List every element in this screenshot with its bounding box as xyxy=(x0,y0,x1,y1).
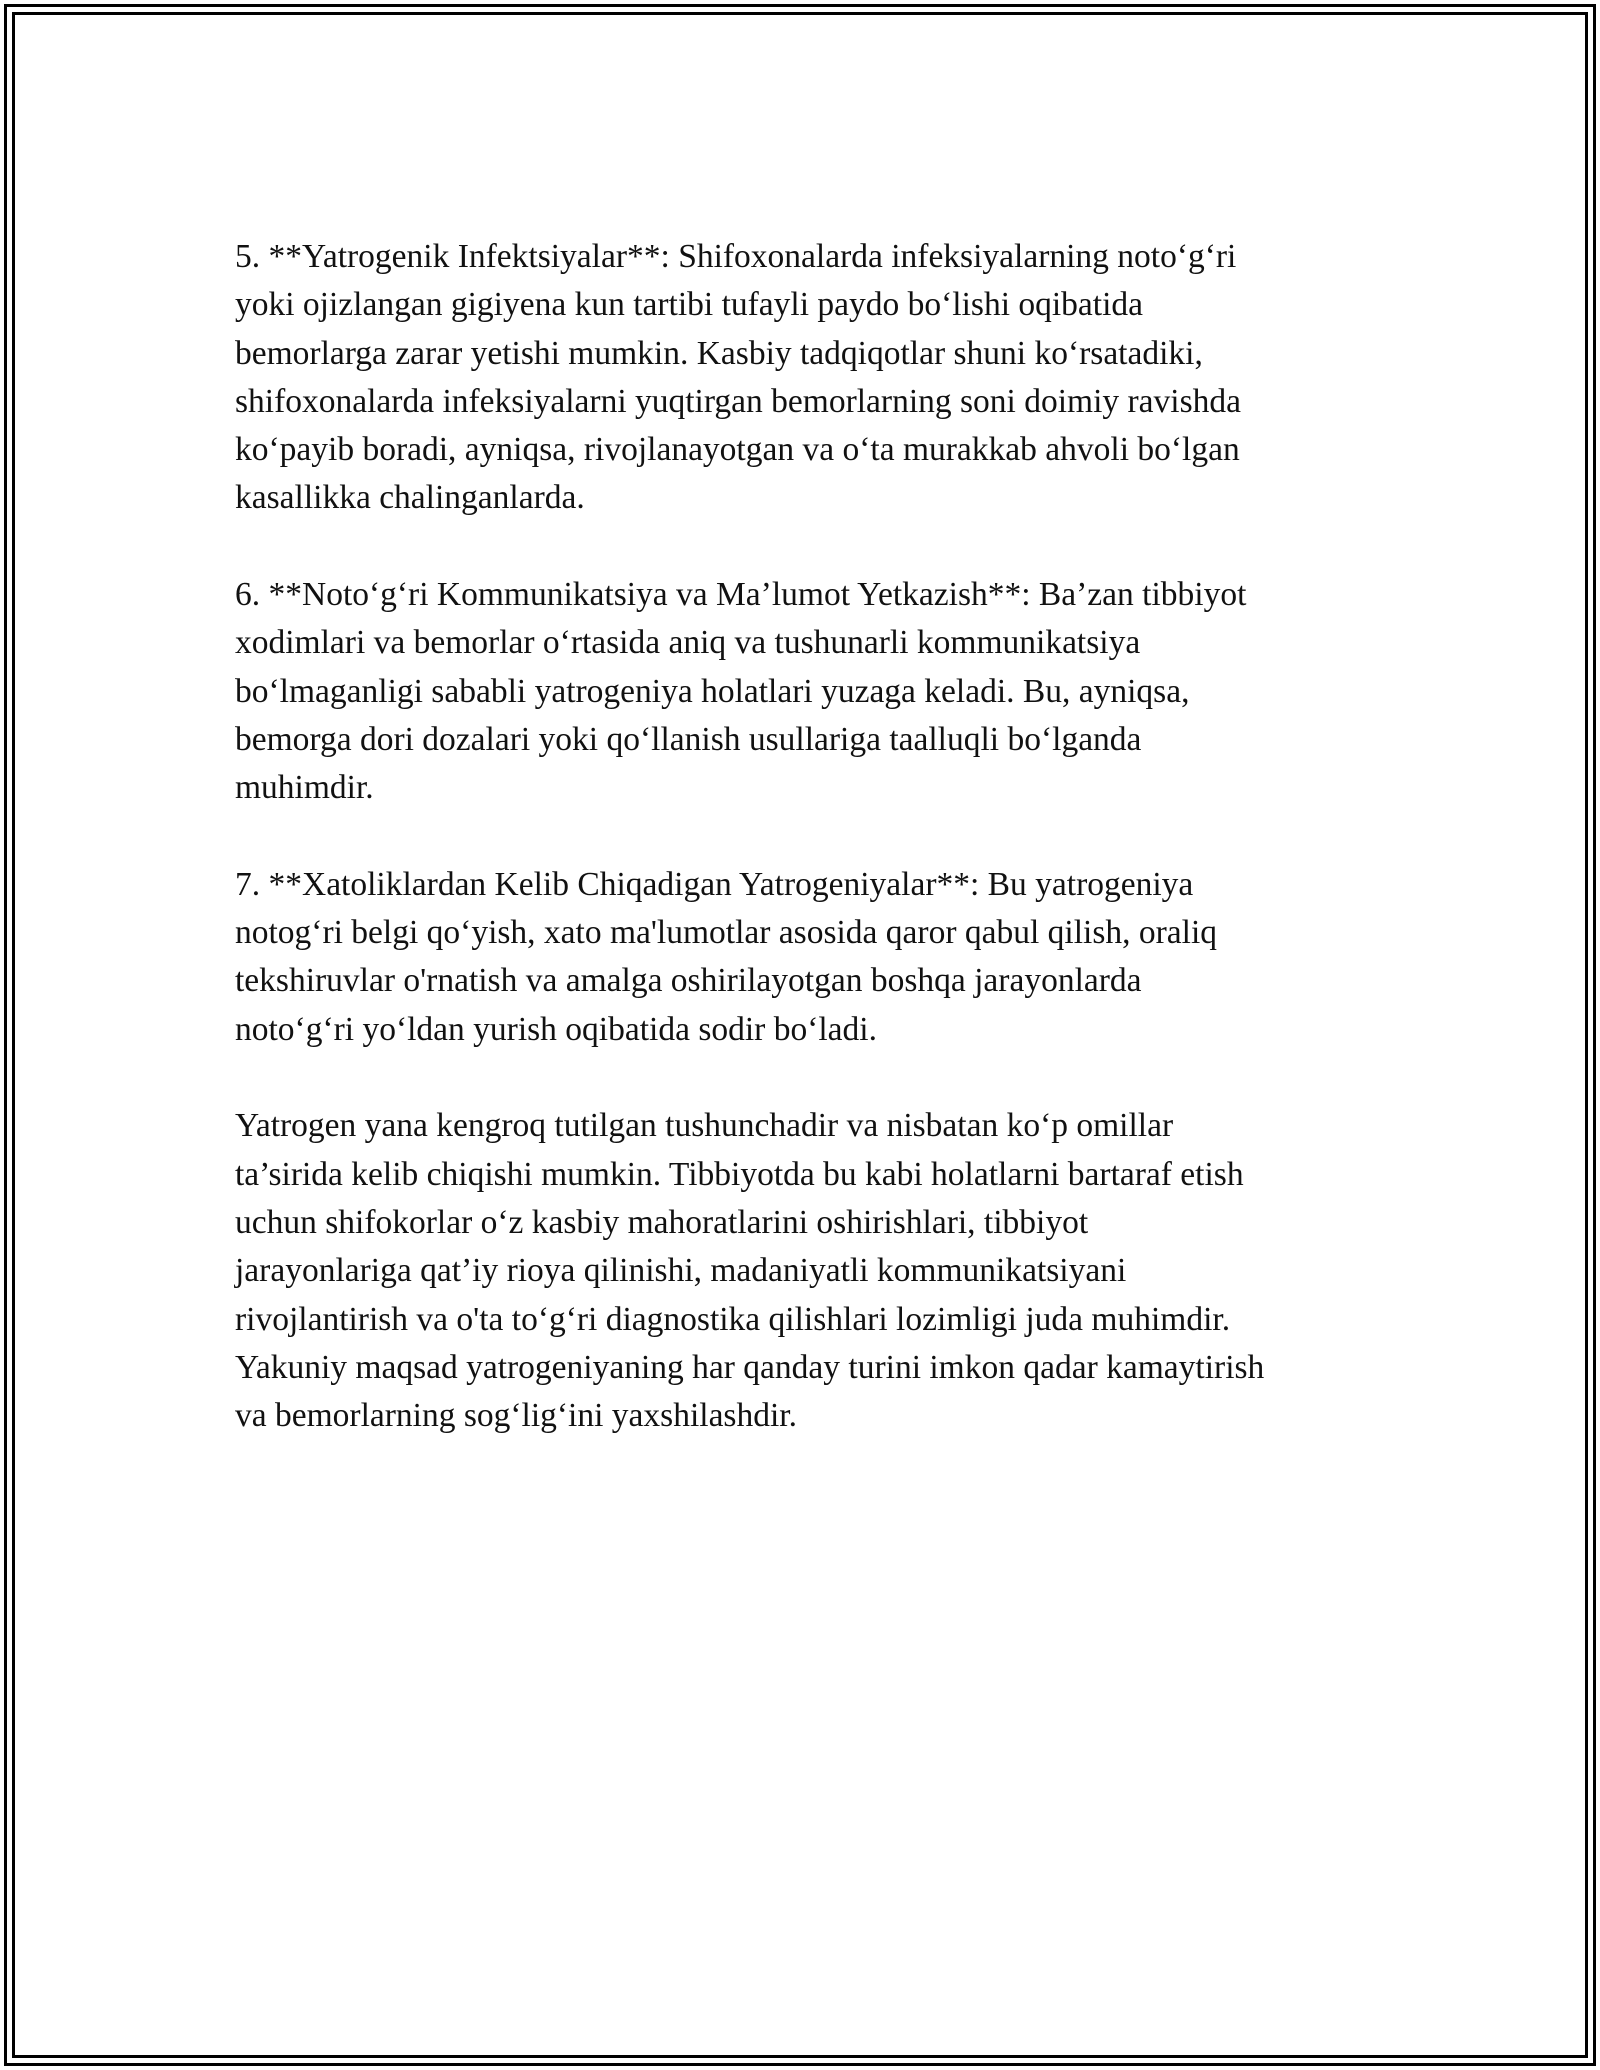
text-line: noto‘g‘ri yo‘ldan yurish oqibatida sodir bo‘ladi. xyxy=(235,1010,877,1048)
document-body xyxy=(235,233,1385,1489)
text-line: kasallikka chalinganlarda. xyxy=(235,479,585,517)
text-line: va bemorlarning sog‘lig‘ini yaxshilashdir. xyxy=(235,1397,797,1435)
text-line: 7. **Xatoliklardan Kelib Chiqadigan Yatrogeniyalar**: Bu yatrogeniya xyxy=(235,865,1194,903)
text-line: muhimdir. xyxy=(235,769,374,807)
text-line: jarayonlariga qat’iy rioya qilinishi, madaniyatli kommunikatsiyani xyxy=(235,1252,1127,1290)
text-line: bemorga dori dozalari yoki qo‘llanish usullariga taalluqli bo‘lganda xyxy=(235,720,1142,758)
paragraph-conclusion xyxy=(235,1102,1385,1440)
text-line: ta’sirida kelib chiqishi mumkin. Tibbiyotda bu kabi holatlarni bartaraf etish xyxy=(235,1155,1244,1193)
text-line: ko‘payib boradi, ayniqsa, rivojlanayotgan va o‘ta murakkab ahvoli bo‘lgan xyxy=(235,431,1240,469)
text-line: shifoxonalarda infeksiyalarni yuqtirgan bemorlarning soni doimiy ravishda xyxy=(235,382,1242,420)
paragraph-error-iatrogenies xyxy=(235,861,1385,1054)
text-line: bemorlarga zarar yetishi mumkin. Kasbiy tadqiqotlar shuni ko‘rsatadiki, xyxy=(235,334,1203,372)
text-line: rivojlantirish va o'ta to‘g‘ri diagnostika qilishlari lozimligi juda muhimdir. xyxy=(235,1300,1231,1338)
text-line: notog‘ri belgi qo‘yish, xato ma'lumotlar asosida qaror qabul qilish, oraliq xyxy=(235,914,1218,952)
paragraph-iatrogenic-infections xyxy=(235,233,1385,523)
paragraph-miscommunication xyxy=(235,571,1385,812)
text-line: 6. **Noto‘g‘ri Kommunikatsiya va Ma’lumot Yetkazish**: Ba’zan tibbiyot xyxy=(235,576,1247,614)
text-line: Yatrogen yana kengroq tutilgan tushunchadir va nisbatan ko‘p omillar xyxy=(235,1107,1174,1145)
text-line: tekshiruvlar o'rnatish va amalga oshirilayotgan boshqa jarayonlarda xyxy=(235,962,1142,1000)
text-line: bo‘lmaganligi sababli yatrogeniya holatlari yuzaga keladi. Bu, ayniqsa, xyxy=(235,672,1190,710)
text-line: xodimlari va bemorlar o‘rtasida aniq va tushunarli kommunikatsiya xyxy=(235,624,1141,662)
text-line: uchun shifokorlar o‘z kasbiy mahoratlarini oshirishlari, tibbiyot xyxy=(235,1203,1089,1241)
text-line: 5. **Yatrogenik Infektsiyalar**: Shifoxonalarda infeksiyalarning noto‘g‘ri xyxy=(235,238,1237,275)
text-line: Yakuniy maqsad yatrogeniyaning har qanday turini imkon qadar kamaytirish xyxy=(235,1348,1265,1386)
text-line: yoki ojizlangan gigiyena kun tartibi tufayli paydo bo‘lishi oqibatida xyxy=(235,286,1144,324)
